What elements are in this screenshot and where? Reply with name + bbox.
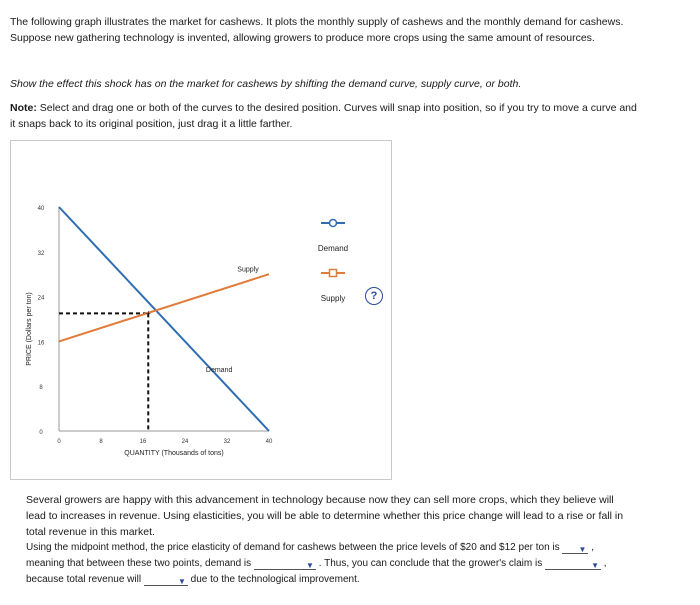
x-tick-label: 8	[99, 439, 103, 445]
dropdown-arrow-icon: ▼	[591, 560, 600, 570]
elasticity-text-4: , because total revenue will	[26, 558, 607, 585]
dropdown-arrow-icon: ▼	[578, 544, 587, 554]
x-tick-label: 24	[181, 439, 189, 445]
y-tick-label: 32	[37, 250, 45, 257]
x-axis-label: QUANTITY (Thousands of tons)	[124, 450, 224, 457]
note-label: Note:	[10, 102, 37, 114]
y-tick-label: 24	[37, 295, 45, 302]
note-text: Select and drag one or both of the curves to the desired position. Curves will snap into position, so if you try to move a curve and it snaps back to its original position, just drag it a little farther.	[10, 102, 637, 130]
claim-dropdown[interactable]	[545, 557, 601, 570]
demand-curve[interactable]	[59, 207, 269, 431]
legend-label-demand: Demand	[317, 244, 349, 253]
supply-curve[interactable]	[59, 274, 269, 341]
supply-curve-label: Supply	[237, 266, 259, 274]
y-tick-label: 0	[39, 430, 43, 436]
y-axis-label: PRICE (Dollars per ton)	[26, 292, 33, 366]
help-icon[interactable]: ?	[365, 287, 383, 305]
revenue-dropdown[interactable]	[144, 573, 188, 586]
x-tick-label: 40	[265, 439, 273, 445]
y-tick-label: 16	[37, 340, 45, 347]
elasticity-text-5: due to the technological improvement.	[190, 574, 360, 585]
legend-square-icon	[330, 270, 337, 277]
elasticity-question	[26, 540, 626, 588]
demand-type-dropdown[interactable]	[254, 557, 316, 570]
legend-label-supply: Supply	[320, 294, 346, 303]
elasticity-text-3: . Thus, you can conclude that the grower's claim is	[318, 558, 543, 569]
legend-circle-icon	[330, 220, 337, 227]
elasticity-text-1: Using the midpoint method, the price elasticity of demand for cashews between the price levels of $20 and $12 per ton is	[26, 542, 560, 553]
question-note	[10, 100, 640, 132]
elasticity-text-2: , meaning that between these two points, demand is	[26, 542, 594, 569]
x-tick-label: 16	[139, 439, 147, 445]
dropdown-arrow-icon: ▼	[177, 576, 186, 586]
y-tick-label: 40	[37, 206, 45, 212]
question-intro: The following graph illustrates the market for cashews. It plots the monthly supply of cashews and the monthly demand for cashews. Suppose new gathering technology is invented, allowing growers to produce more crops using the same amount of resources.	[10, 16, 624, 44]
x-tick-label: 32	[223, 439, 231, 445]
elasticity-dropdown[interactable]	[562, 541, 588, 554]
followup-paragraph: Several growers are happy with this advancement in technology because now they can sell more crops, which they believe will lead to increases in revenue. Using elasticities, you will be able to determine whether this price change will lead to a rise or fall in total revenue in this market.	[26, 494, 624, 538]
graph-panel	[10, 140, 392, 480]
supply-demand-chart	[11, 141, 391, 479]
x-tick-label: 0	[57, 439, 61, 445]
y-tick-label: 8	[39, 385, 43, 392]
dropdown-arrow-icon: ▼	[306, 560, 314, 570]
question-instruction: Show the effect this shock has on the market for cashews by shifting the demand curve, supply curve, or both.	[10, 78, 522, 90]
equilibrium-marker: +	[145, 308, 151, 319]
demand-curve-label: Demand	[205, 367, 233, 375]
